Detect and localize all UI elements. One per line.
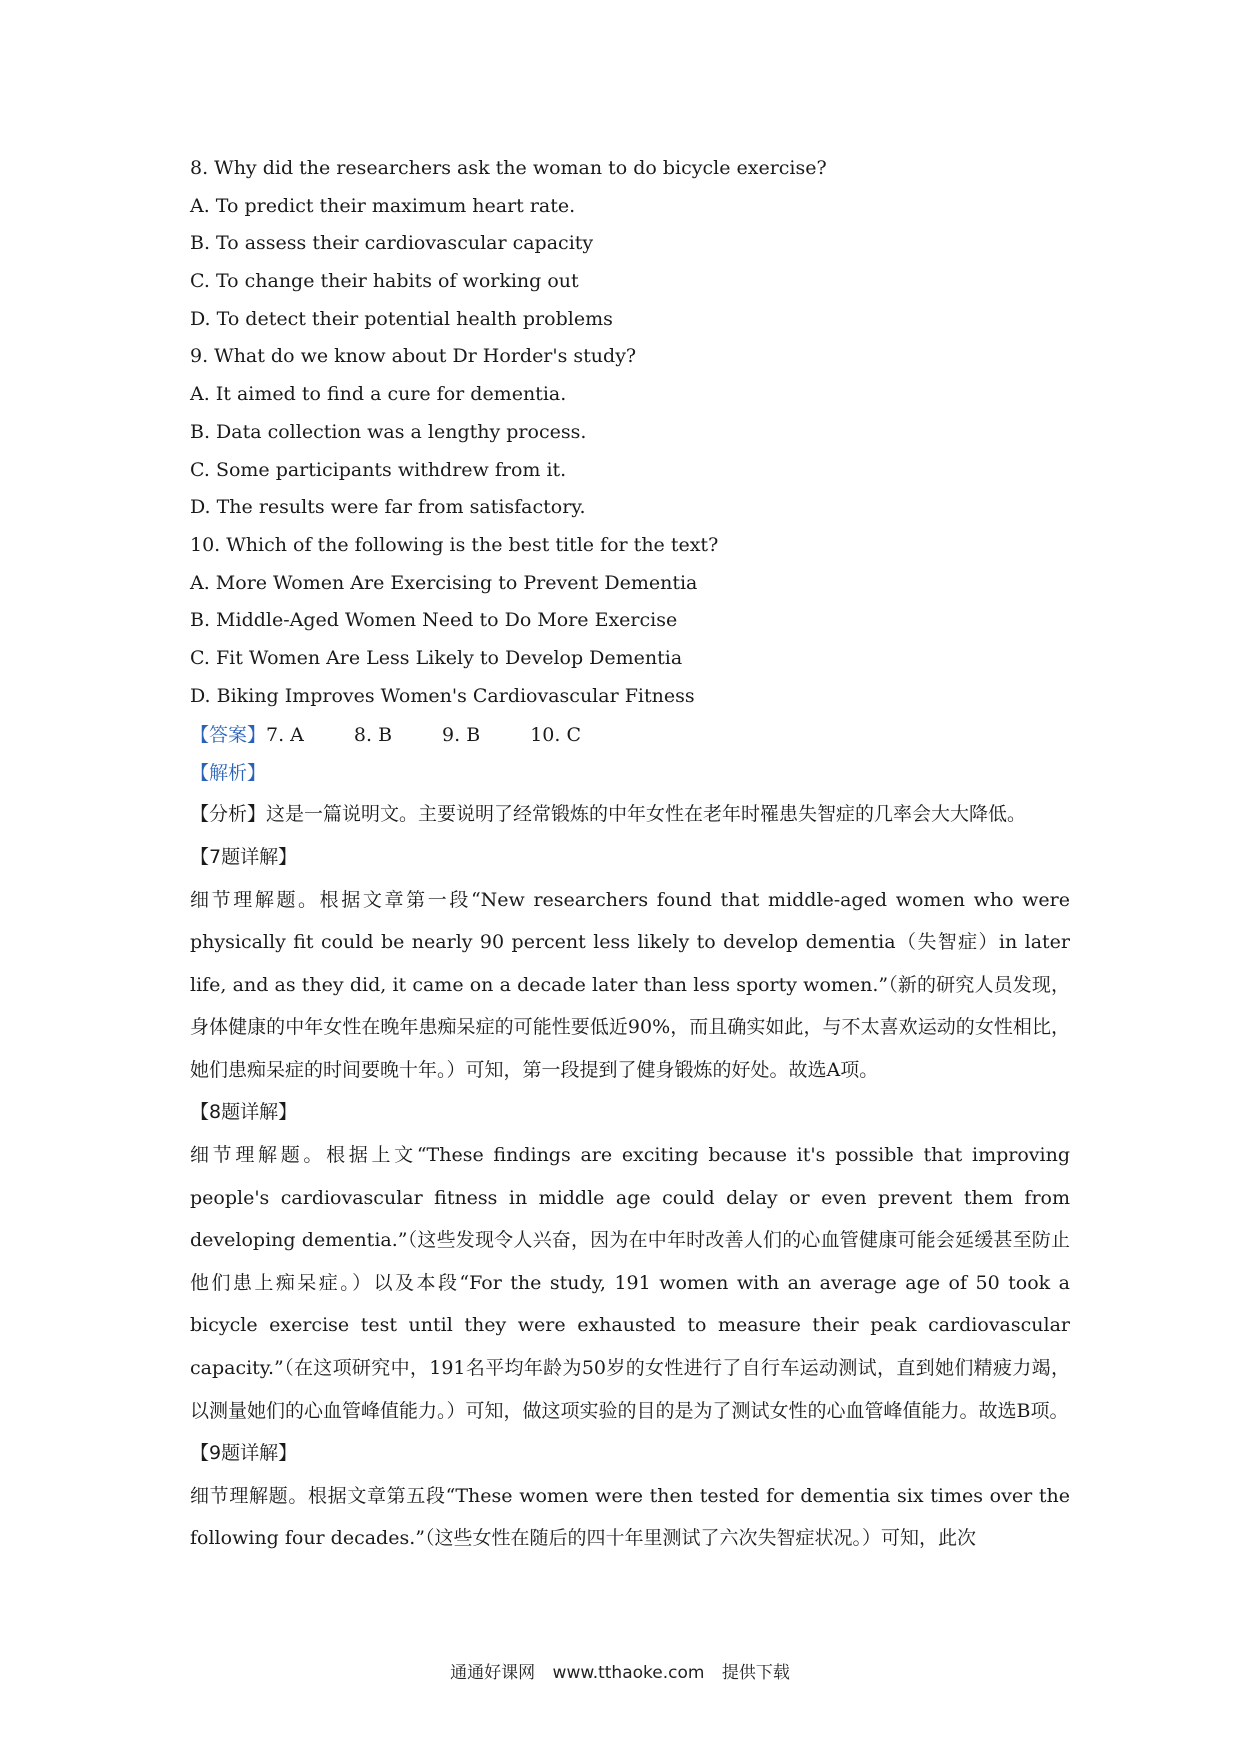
option-c: C. Fit Women Are Less Likely to Develop Dementia	[190, 646, 683, 669]
option-b: B. Middle-Aged Women Need to Do More Exercise	[190, 609, 678, 632]
answer-item: 7. A	[266, 724, 304, 747]
option-a: A. More Women Are Exercising to Prevent Dementia	[190, 571, 698, 594]
question-stem: 8. Why did the researchers ask the woman to do bicycle exercise?	[190, 157, 827, 179]
footer-site-name: 通通好课网	[450, 1663, 536, 1683]
answer-item: 8. B	[353, 724, 393, 747]
option-c: C. Some participants withdrew from it.	[190, 458, 567, 481]
q9-heading: 【9题详解】	[190, 1442, 298, 1465]
question-10	[190, 527, 1070, 715]
option-c: C. To change their habits of working out	[190, 270, 579, 293]
answer-item: 10. C	[530, 724, 581, 747]
footer-url[interactable]: www.tthaoke.com	[552, 1663, 705, 1683]
q8-heading: 【8题详解】	[190, 1101, 298, 1124]
question-stem: 9. What do we know about Dr Horder's study?	[190, 345, 637, 368]
answer-item: 9. B	[442, 724, 481, 747]
option-d: D. Biking Improves Women's Cardiovascular Fitness	[190, 684, 695, 707]
q7-explanation: 细节理解题。根据文章第一段“New researchers found that middle-aged women who were physically fit could be nearly 90 percent less likely to develop dementia（失智症）in later life, and as they did, it came on a decade later than less sporty women.”（新的研究人员发现，身体健康的中年女性在晚年患痴呆症的可能性要低近90%，而且确实如此，与不太喜欢运动的女性相比，她们患痴呆症的时间要晚十年。）可知，第一段提到了健身锻炼的好处。故选A项。	[190, 888, 1070, 1081]
option-d: D. To detect their potential health problems	[190, 307, 613, 330]
q8-explanation: 细节理解题。根据上文“These findings are exciting because it's possible that improving people's cardiovascular fitness in middle age could delay or even prevent them from developing dementia.”（这些发现令人兴奋，因为在中年时改善人们的心血管健康可能会延缓甚至防止他们患上痴呆症。）以及本段“For the study, 191 women with an average age of 50 took a bicycle exercise test until they were exhausted to measure their peak cardiovascular capacity.”（在这项研究中，191名平均年龄为50岁的女性进行了自行车运动测试，直到她们精疲力竭，以测量她们的心血管峰值能力。）可知，做这项实验的目的是为了测试女性的心血管峰值能力。故选B项。	[190, 1144, 1070, 1422]
q7-heading: 【7题详解】	[190, 845, 298, 868]
analysis-overview: 【分析】这是一篇说明文。主要说明了经常锻炼的中年女性在老年时罹患失智症的几率会大大降低。	[190, 803, 1027, 826]
q9-explanation: 细节理解题。根据文章第五段“These women were then tested for dementia six times over the following four decades.”（这些女性在随后的四十年里测试了六次失智症状况。）可知，此次	[190, 1484, 1070, 1550]
option-d: D. The results were far from satisfactory.	[190, 496, 586, 519]
answer-key	[190, 715, 1070, 753]
document-body	[190, 150, 1070, 1560]
answer-label: 【答案】	[190, 724, 267, 747]
option-b: B. To assess their cardiovascular capacity	[190, 232, 594, 255]
option-b: B. Data collection was a lengthy process.	[190, 420, 587, 443]
question-stem: 10. Which of the following is the best title for the text?	[190, 533, 719, 556]
analysis-label: 【解析】	[190, 762, 267, 785]
question-9	[190, 338, 1070, 526]
option-a: A. It aimed to find a cure for dementia.	[190, 383, 567, 406]
option-a: A. To predict their maximum heart rate.	[190, 194, 576, 217]
page-footer	[0, 1658, 1240, 1683]
footer-suffix: 提供下载	[721, 1663, 790, 1683]
question-8	[190, 150, 1070, 338]
